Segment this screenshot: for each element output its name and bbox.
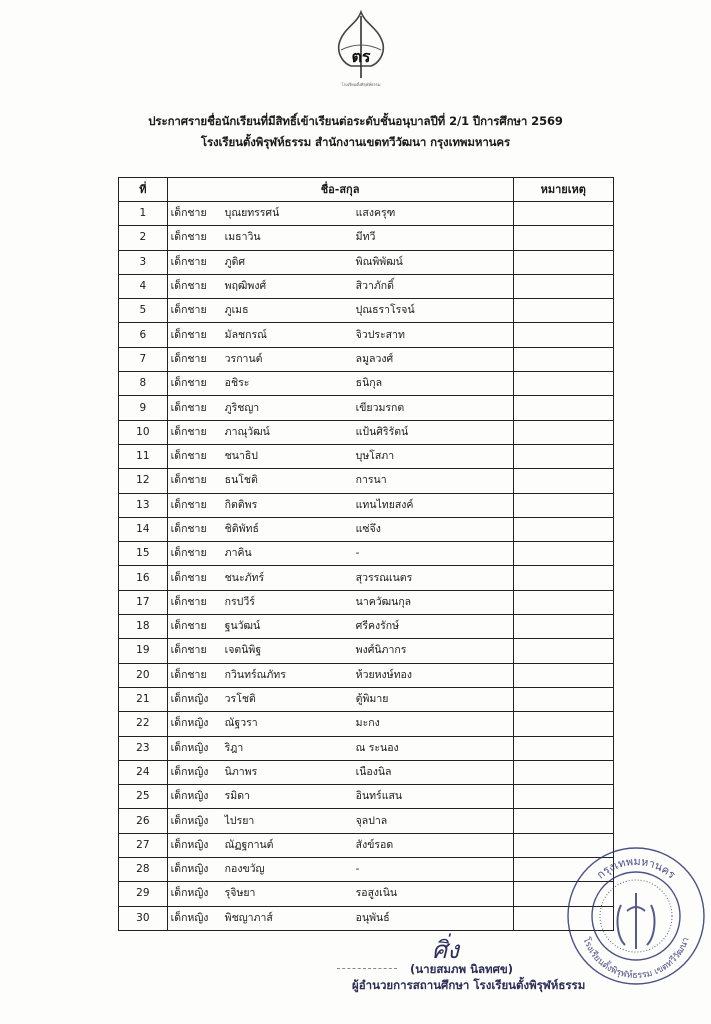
row-number: 11 xyxy=(119,444,168,468)
row-number: 13 xyxy=(119,493,168,517)
student-prefix: เด็กหญิง xyxy=(170,911,209,924)
table-row xyxy=(119,663,614,687)
note-cell xyxy=(513,347,614,371)
student-name-cell xyxy=(167,833,513,857)
row-number: 8 xyxy=(119,372,168,396)
student-first-name: มัลชกรณ์ xyxy=(224,328,267,341)
table-row xyxy=(119,736,614,760)
student-name-cell xyxy=(167,882,513,906)
student-prefix: เด็กชาย xyxy=(170,571,207,584)
row-number: 2 xyxy=(119,226,168,250)
student-first-name: นิภาพร xyxy=(224,765,258,778)
note-cell xyxy=(513,372,614,396)
student-name-cell xyxy=(167,785,513,809)
table-row xyxy=(119,590,614,614)
row-number: 26 xyxy=(119,809,168,833)
note-cell xyxy=(513,493,614,517)
table-row xyxy=(119,566,614,590)
student-prefix: เด็กชาย xyxy=(170,352,207,365)
table-row xyxy=(119,858,614,882)
student-last-name: จิวประสาท xyxy=(355,328,405,341)
table-row xyxy=(119,542,614,566)
student-first-name: พฤฒิพงศ์ xyxy=(224,280,267,293)
row-number: 27 xyxy=(119,833,168,857)
student-name-cell xyxy=(167,736,513,760)
student-first-name: รุจิษยา xyxy=(224,887,256,900)
table-row xyxy=(119,226,614,250)
row-number: 12 xyxy=(119,469,168,493)
note-cell xyxy=(513,274,614,298)
student-prefix: เด็กชาย xyxy=(170,304,207,317)
row-number: 10 xyxy=(119,420,168,444)
student-last-name: แซ่จึง xyxy=(355,523,381,535)
student-prefix: เด็กชาย xyxy=(170,450,207,463)
row-number: 7 xyxy=(119,347,168,371)
student-last-name: สิวาภักดิ์ xyxy=(355,280,394,293)
student-prefix: เด็กชาย xyxy=(170,547,207,560)
note-cell xyxy=(513,785,614,809)
student-first-name: กิตติพร xyxy=(224,498,258,511)
row-number: 22 xyxy=(119,712,168,736)
row-number: 5 xyxy=(119,299,168,323)
student-first-name: เมธาวิน xyxy=(224,231,261,244)
student-first-name: กรปวีร์ xyxy=(224,595,255,608)
table-row xyxy=(119,469,614,493)
student-name-cell xyxy=(167,542,513,566)
student-prefix: เด็กชาย xyxy=(170,207,207,220)
row-number: 29 xyxy=(119,882,168,906)
stamp-bottom-text: โรงเรียนตั้งพิรุฬห์ธรรม เขตทวีวัฒนา xyxy=(580,936,692,982)
school-emblem-icon xyxy=(333,10,389,92)
student-first-name: ฐนวัฒน์ xyxy=(224,620,261,633)
student-name-cell xyxy=(167,347,513,371)
note-cell xyxy=(513,517,614,541)
row-number: 6 xyxy=(119,323,168,347)
table-row xyxy=(119,202,614,226)
student-last-name: ลมูลวงศ์ xyxy=(355,352,394,365)
stamp-top-text: กรุงเทพมหานคร xyxy=(594,854,678,882)
student-first-name: รมิดา xyxy=(224,790,250,803)
table-row xyxy=(119,906,614,930)
note-cell xyxy=(513,250,614,274)
student-last-name: บุษโสภา xyxy=(355,450,395,463)
table-row xyxy=(119,833,614,857)
student-prefix: เด็กชาย xyxy=(170,401,207,414)
student-last-name: แสงครุฑ xyxy=(355,207,396,220)
svg-text:ตร: ตร xyxy=(351,47,371,66)
row-number: 23 xyxy=(119,736,168,760)
student-prefix: เด็กหญิง xyxy=(170,887,209,900)
student-last-name: สังข์รอด xyxy=(355,838,394,851)
student-last-name: การนา xyxy=(355,474,387,487)
column-header-name: ชื่อ-สกุล xyxy=(167,178,513,202)
student-name-cell xyxy=(167,396,513,420)
student-last-name: มีทวี xyxy=(355,231,376,244)
student-name-cell xyxy=(167,444,513,468)
student-first-name: ณัฐวรา xyxy=(224,717,258,730)
row-number: 16 xyxy=(119,566,168,590)
student-prefix: เด็กชาย xyxy=(170,280,207,293)
bangkok-seal-stamp-icon xyxy=(565,845,707,987)
student-first-name: ไปรยา xyxy=(224,814,255,827)
student-first-name: ธนโชติ xyxy=(224,474,258,487)
student-name-cell xyxy=(167,858,513,882)
student-prefix: เด็กชาย xyxy=(170,644,207,657)
student-first-name: ริฎา xyxy=(224,741,244,754)
student-prefix: เด็กหญิง xyxy=(170,790,209,803)
note-cell xyxy=(513,469,614,493)
student-prefix: เด็กชาย xyxy=(170,595,207,608)
student-name-cell xyxy=(167,274,513,298)
student-prefix: เด็กชาย xyxy=(170,620,207,633)
student-last-name: พงศ์นิภากร xyxy=(355,644,407,657)
student-name-cell xyxy=(167,469,513,493)
note-cell xyxy=(513,712,614,736)
table-row xyxy=(119,444,614,468)
row-number: 15 xyxy=(119,542,168,566)
table-row xyxy=(119,785,614,809)
note-cell xyxy=(513,542,614,566)
table-row xyxy=(119,882,614,906)
student-first-name: ชนะภัทร์ xyxy=(224,571,265,584)
student-name-cell xyxy=(167,323,513,347)
note-cell xyxy=(513,299,614,323)
student-name-cell xyxy=(167,687,513,711)
roster-body xyxy=(119,202,614,931)
row-number: 19 xyxy=(119,639,168,663)
table-header-row xyxy=(119,178,614,202)
note-cell xyxy=(513,420,614,444)
table-row xyxy=(119,712,614,736)
row-number: 25 xyxy=(119,785,168,809)
student-last-name: เขียวมรกต xyxy=(355,401,405,414)
student-prefix: เด็กชาย xyxy=(170,255,207,268)
column-header-note: หมายเหตุ xyxy=(513,178,614,202)
student-prefix: เด็กหญิง xyxy=(170,741,209,754)
student-name-cell xyxy=(167,663,513,687)
row-number: 4 xyxy=(119,274,168,298)
student-last-name: ปุณธราโรจน์ xyxy=(355,304,415,317)
row-number: 3 xyxy=(119,250,168,274)
student-name-cell xyxy=(167,590,513,614)
student-prefix: เด็กหญิง xyxy=(170,765,209,778)
student-first-name: ภูดิศ xyxy=(224,255,246,268)
student-name-cell xyxy=(167,226,513,250)
row-number: 18 xyxy=(119,615,168,639)
note-cell xyxy=(513,396,614,420)
student-last-name: สุวรรณเนตร xyxy=(355,571,413,584)
table-row xyxy=(119,760,614,784)
signer-name: (นายสมภพ นิลทศข) xyxy=(410,962,513,976)
row-number: 1 xyxy=(119,202,168,226)
column-header-number: ที่ xyxy=(119,178,168,202)
table-row xyxy=(119,396,614,420)
student-name-cell xyxy=(167,299,513,323)
student-name-cell xyxy=(167,420,513,444)
note-cell xyxy=(513,566,614,590)
student-first-name: กวินทร์ณภัทร xyxy=(224,668,286,681)
student-name-cell xyxy=(167,712,513,736)
note-cell xyxy=(513,323,614,347)
table-row xyxy=(119,517,614,541)
student-last-name: - xyxy=(355,547,360,560)
student-first-name: ชนาธิป xyxy=(224,450,258,463)
note-cell xyxy=(513,663,614,687)
note-cell xyxy=(513,202,614,226)
student-prefix: เด็กชาย xyxy=(170,231,207,244)
student-first-name: พิชญาภาส์ xyxy=(224,911,273,924)
student-name-cell xyxy=(167,809,513,833)
svg-text:กรุงเทพมหานคร xyxy=(594,855,678,881)
student-prefix: เด็กหญิง xyxy=(170,838,209,851)
student-first-name: ภาคิน xyxy=(224,547,252,560)
student-name-cell xyxy=(167,517,513,541)
student-last-name: อินทร์แสน xyxy=(355,790,403,803)
student-name-cell xyxy=(167,493,513,517)
note-cell xyxy=(513,809,614,833)
row-number: 17 xyxy=(119,590,168,614)
table-row xyxy=(119,274,614,298)
student-name-cell xyxy=(167,615,513,639)
row-number: 30 xyxy=(119,906,168,930)
student-first-name: บุณยทรรศน์ xyxy=(224,207,280,220)
note-cell xyxy=(513,760,614,784)
student-first-name: เจตนิพิฐ xyxy=(224,644,262,657)
student-last-name: รอสูงเนิน xyxy=(355,887,398,900)
student-last-name: ณ ระนอง xyxy=(355,741,399,754)
note-cell xyxy=(513,444,614,468)
student-last-name: นาควัฒนกุล xyxy=(355,595,412,608)
row-number: 14 xyxy=(119,517,168,541)
note-cell xyxy=(513,639,614,663)
note-cell xyxy=(513,736,614,760)
note-cell xyxy=(513,226,614,250)
student-last-name: อนุพันธ์ xyxy=(355,911,390,924)
student-last-name: แทนไทยสงค์ xyxy=(355,498,414,511)
table-row xyxy=(119,809,614,833)
student-name-cell xyxy=(167,639,513,663)
student-prefix: เด็กชาย xyxy=(170,668,207,681)
student-prefix: เด็กหญิง xyxy=(170,814,209,827)
student-prefix: เด็กชาย xyxy=(170,425,207,438)
student-last-name: ธนิกุล xyxy=(355,377,383,390)
student-name-cell xyxy=(167,202,513,226)
student-name-cell xyxy=(167,906,513,930)
student-roster-table xyxy=(118,177,614,931)
student-first-name: ชิติพัทธ์ xyxy=(224,523,259,535)
student-prefix: เด็กชาย xyxy=(170,498,207,511)
student-last-name: เนืองนิล xyxy=(355,765,392,778)
note-cell xyxy=(513,590,614,614)
note-cell xyxy=(513,615,614,639)
student-prefix: เด็กชาย xyxy=(170,377,207,390)
signer-title: ผู้อำนวยการสถานศึกษา โรงเรียนตั้งพิรุฬห์ธรรม xyxy=(352,978,586,992)
announcement-title: ประกาศรายชื่อนักเรียนที่มีสิทธิ์เข้าเรียนต่อระดับชั้นอนุบาลปีที่ 2/1 ปีการศึกษา 2569 xyxy=(148,114,563,128)
table-row xyxy=(119,420,614,444)
student-last-name: แป้นศิริรัตน์ xyxy=(355,425,409,438)
row-number: 20 xyxy=(119,663,168,687)
student-first-name: ภาณุวัฒน์ xyxy=(224,425,270,438)
student-prefix: เด็กชาย xyxy=(170,523,207,535)
student-last-name: ตู้พิมาย xyxy=(355,693,389,706)
student-first-name: ภูริชญา xyxy=(224,401,260,414)
table-row xyxy=(119,323,614,347)
student-prefix: เด็กหญิง xyxy=(170,717,209,730)
row-number: 24 xyxy=(119,760,168,784)
signature-mark: ศิ่ง xyxy=(432,936,459,964)
table-row xyxy=(119,687,614,711)
svg-text:โรงเรียนตั้งพิรุฬห์ธรรม: โรงเรียนตั้งพิรุฬห์ธรรม xyxy=(341,82,381,87)
student-first-name: ภูเมธ xyxy=(224,304,249,317)
student-last-name: ห้วยหงษ์ทอง xyxy=(355,668,412,681)
student-prefix: เด็กชาย xyxy=(170,474,207,487)
table-row xyxy=(119,639,614,663)
table-row xyxy=(119,493,614,517)
student-first-name: วรกานต์ xyxy=(224,352,263,365)
table-row xyxy=(119,299,614,323)
row-number: 9 xyxy=(119,396,168,420)
student-name-cell xyxy=(167,760,513,784)
student-first-name: อชิระ xyxy=(224,377,250,390)
student-last-name: มะกง xyxy=(355,717,380,730)
student-last-name: พิณพิพัฒน์ xyxy=(355,255,403,268)
student-name-cell xyxy=(167,372,513,396)
student-prefix: เด็กหญิง xyxy=(170,693,209,706)
student-first-name: วรโชติ xyxy=(224,693,256,706)
student-first-name: กองขวัญ xyxy=(224,863,265,876)
table-row xyxy=(119,250,614,274)
row-number: 21 xyxy=(119,687,168,711)
student-first-name: ณัฏฐกานต์ xyxy=(224,838,274,851)
student-prefix: เด็กหญิง xyxy=(170,863,209,876)
student-prefix: เด็กชาย xyxy=(170,328,207,341)
row-number: 28 xyxy=(119,858,168,882)
table-row xyxy=(119,372,614,396)
student-last-name: จุลปาล xyxy=(355,814,388,827)
student-last-name: ศรีคงรักษ์ xyxy=(355,620,400,633)
student-name-cell xyxy=(167,250,513,274)
school-subtitle: โรงเรียนตั้งพิรุฬห์ธรรม สำนักงานเขตทวีวัฒนา กรุงเทพมหานคร xyxy=(200,135,511,149)
table-row xyxy=(119,347,614,371)
note-cell xyxy=(513,687,614,711)
student-last-name: - xyxy=(355,863,360,876)
table-row xyxy=(119,615,614,639)
student-name-cell xyxy=(167,566,513,590)
signature-dash-line xyxy=(337,968,397,969)
